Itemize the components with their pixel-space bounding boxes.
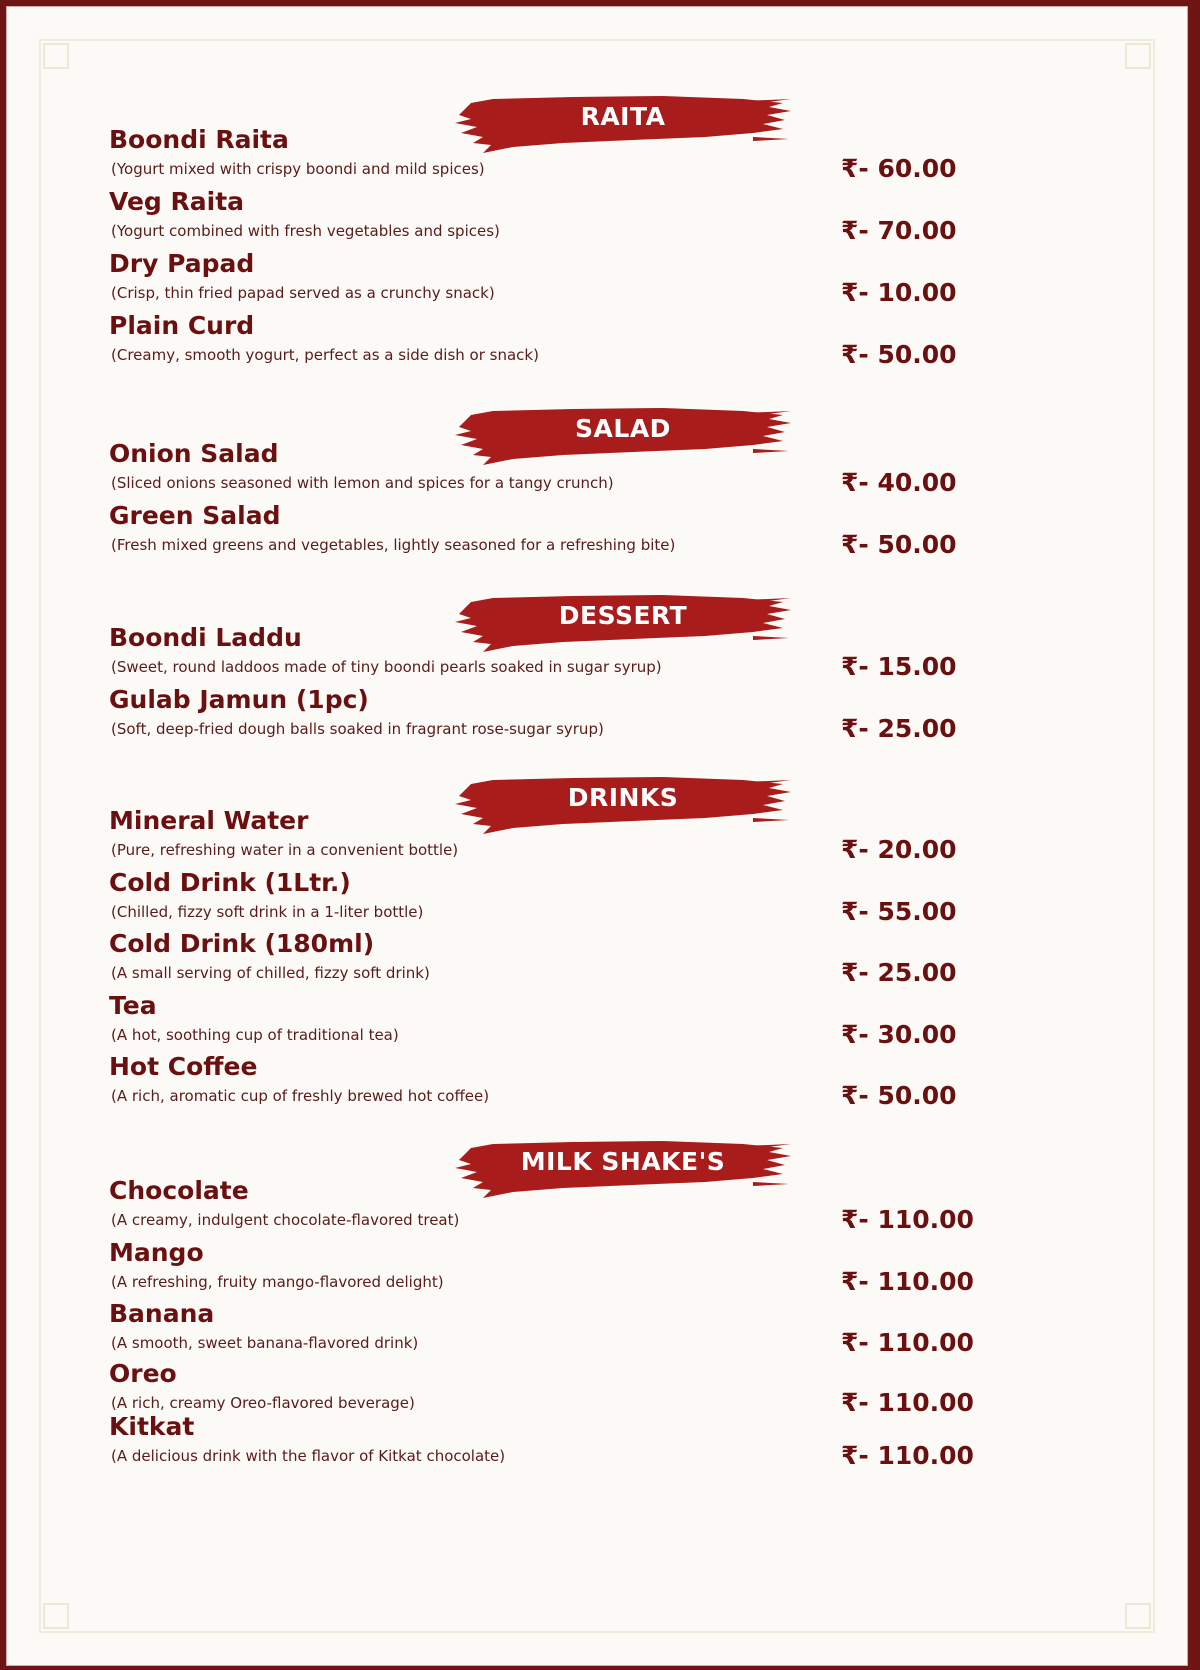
item-price [841, 714, 957, 743]
item-name: Oreo [109, 1359, 177, 1388]
item-name: Kitkat [109, 1412, 195, 1441]
item-description: (A refreshing, fruity mango-flavored delight) [111, 1273, 444, 1291]
menu-item [7, 1412, 1187, 1474]
section-title: DESSERT [558, 601, 688, 630]
item-name: Boondi Raita [109, 125, 289, 154]
price-amount: 110.00 [868, 1441, 974, 1470]
menu-item [7, 868, 1187, 930]
menu-item [7, 1176, 1187, 1238]
menu-item [7, 439, 1187, 501]
item-description: (A rich, creamy Oreo-flavored beverage) [111, 1394, 415, 1412]
frame-corner-ornament [43, 43, 69, 69]
item-price [841, 154, 957, 183]
section-title: DRINKS [567, 783, 679, 812]
item-name: Tea [109, 991, 157, 1020]
price-amount: 15.00 [868, 652, 957, 681]
menu-item [7, 125, 1187, 187]
item-price [841, 958, 957, 987]
item-price [841, 835, 957, 864]
item-price [841, 652, 957, 681]
item-description: (Yogurt mixed with crispy boondi and mild spices) [111, 160, 485, 178]
item-description: (A creamy, indulgent chocolate-flavored treat) [111, 1211, 460, 1229]
item-price [841, 340, 957, 369]
menu-item [7, 623, 1187, 685]
item-description: (A small serving of chilled, fizzy soft drink) [111, 964, 430, 982]
price-amount: 20.00 [868, 835, 957, 864]
item-description: (Chilled, fizzy soft drink in a 1-liter bottle) [111, 903, 424, 921]
rupee-currency-icon: ₹- [841, 278, 869, 307]
item-description: (Sweet, round laddoos made of tiny boondi pearls soaked in sugar syrup) [111, 658, 662, 676]
item-description: (Soft, deep-fried dough balls soaked in fragrant rose-sugar syrup) [111, 720, 604, 738]
item-name: Plain Curd [109, 311, 255, 340]
rupee-currency-icon: ₹- [841, 1441, 869, 1470]
rupee-currency-icon: ₹- [841, 1081, 869, 1110]
item-name: Onion Salad [109, 439, 279, 468]
price-amount: 40.00 [868, 468, 957, 497]
rupee-currency-icon: ₹- [841, 216, 869, 245]
item-name: Banana [109, 1299, 215, 1328]
price-amount: 50.00 [868, 340, 957, 369]
item-price [841, 1441, 974, 1470]
item-name: Cold Drink (1Ltr.) [109, 868, 351, 897]
price-amount: 50.00 [868, 1081, 957, 1110]
rupee-currency-icon: ₹- [841, 958, 869, 987]
frame-corner-ornament [1125, 43, 1151, 69]
item-name: Gulab Jamun (1pc) [109, 685, 369, 714]
rupee-currency-icon: ₹- [841, 468, 869, 497]
price-amount: 10.00 [868, 278, 957, 307]
menu-item [7, 1052, 1187, 1114]
menu-item [7, 311, 1187, 373]
item-description: (A hot, soothing cup of traditional tea) [111, 1026, 399, 1044]
price-amount: 70.00 [868, 216, 957, 245]
price-amount: 110.00 [868, 1205, 974, 1234]
price-amount: 25.00 [868, 958, 957, 987]
menu-item [7, 501, 1187, 563]
item-name: Chocolate [109, 1176, 249, 1205]
price-amount: 50.00 [868, 530, 957, 559]
item-description: (A rich, aromatic cup of freshly brewed hot coffee) [111, 1087, 490, 1105]
rupee-currency-icon: ₹- [841, 340, 869, 369]
item-price [841, 278, 957, 307]
item-price [841, 1267, 974, 1296]
menu-item [7, 1299, 1187, 1361]
rupee-currency-icon: ₹- [841, 1328, 869, 1357]
item-description: (Yogurt combined with fresh vegetables and spices) [111, 222, 500, 240]
frame-corner-ornament [43, 1603, 69, 1629]
section-title: SALAD [575, 414, 671, 443]
rupee-currency-icon: ₹- [841, 714, 869, 743]
rupee-currency-icon: ₹- [841, 1020, 869, 1049]
item-price [841, 1020, 957, 1049]
item-price [841, 1205, 974, 1234]
item-price [841, 530, 957, 559]
item-name: Veg Raita [109, 187, 245, 216]
rupee-currency-icon: ₹- [841, 835, 869, 864]
item-name: Mineral Water [109, 806, 309, 835]
rupee-currency-icon: ₹- [841, 530, 869, 559]
menu-item [7, 1238, 1187, 1300]
item-description: (Sliced onions seasoned with lemon and spices for a tangy crunch) [111, 474, 614, 492]
item-name: Hot Coffee [109, 1052, 258, 1081]
rupee-currency-icon: ₹- [841, 1388, 869, 1417]
item-name: Dry Papad [109, 249, 255, 278]
item-price [841, 897, 957, 926]
item-name: Green Salad [109, 501, 281, 530]
item-price [841, 1081, 957, 1110]
item-description: (Crisp, thin fried papad served as a crunchy snack) [111, 284, 495, 302]
price-amount: 110.00 [868, 1267, 974, 1296]
item-description: (A delicious drink with the flavor of Kitkat chocolate) [111, 1447, 506, 1465]
price-amount: 60.00 [868, 154, 957, 183]
item-price [841, 216, 957, 245]
item-description: (Creamy, smooth yogurt, perfect as a side dish or snack) [111, 346, 539, 364]
menu-item [7, 685, 1187, 747]
menu-item [7, 249, 1187, 311]
menu-item [7, 187, 1187, 249]
price-amount: 110.00 [868, 1328, 974, 1357]
menu-item [7, 929, 1187, 991]
menu-page [6, 6, 1188, 1666]
rupee-currency-icon: ₹- [841, 1205, 869, 1234]
item-description: (A smooth, sweet banana-flavored drink) [111, 1334, 419, 1352]
item-price [841, 468, 957, 497]
section-title: MILK SHAKE'S [520, 1147, 726, 1176]
price-amount: 25.00 [868, 714, 957, 743]
price-amount: 30.00 [868, 1020, 957, 1049]
rupee-currency-icon: ₹- [841, 154, 869, 183]
item-name: Boondi Laddu [109, 623, 302, 652]
rupee-currency-icon: ₹- [841, 1267, 869, 1296]
price-amount: 55.00 [868, 897, 957, 926]
item-price [841, 1328, 974, 1357]
item-description: (Pure, refreshing water in a convenient bottle) [111, 841, 459, 859]
item-name: Cold Drink (180ml) [109, 929, 375, 958]
item-name: Mango [109, 1238, 204, 1267]
menu-item [7, 991, 1187, 1053]
rupee-currency-icon: ₹- [841, 652, 869, 681]
frame-corner-ornament [1125, 1603, 1151, 1629]
item-description: (Fresh mixed greens and vegetables, lightly seasoned for a refreshing bite) [111, 536, 676, 554]
menu-item [7, 806, 1187, 868]
price-amount: 110.00 [868, 1388, 974, 1417]
section-title: RAITA [580, 102, 666, 131]
rupee-currency-icon: ₹- [841, 897, 869, 926]
